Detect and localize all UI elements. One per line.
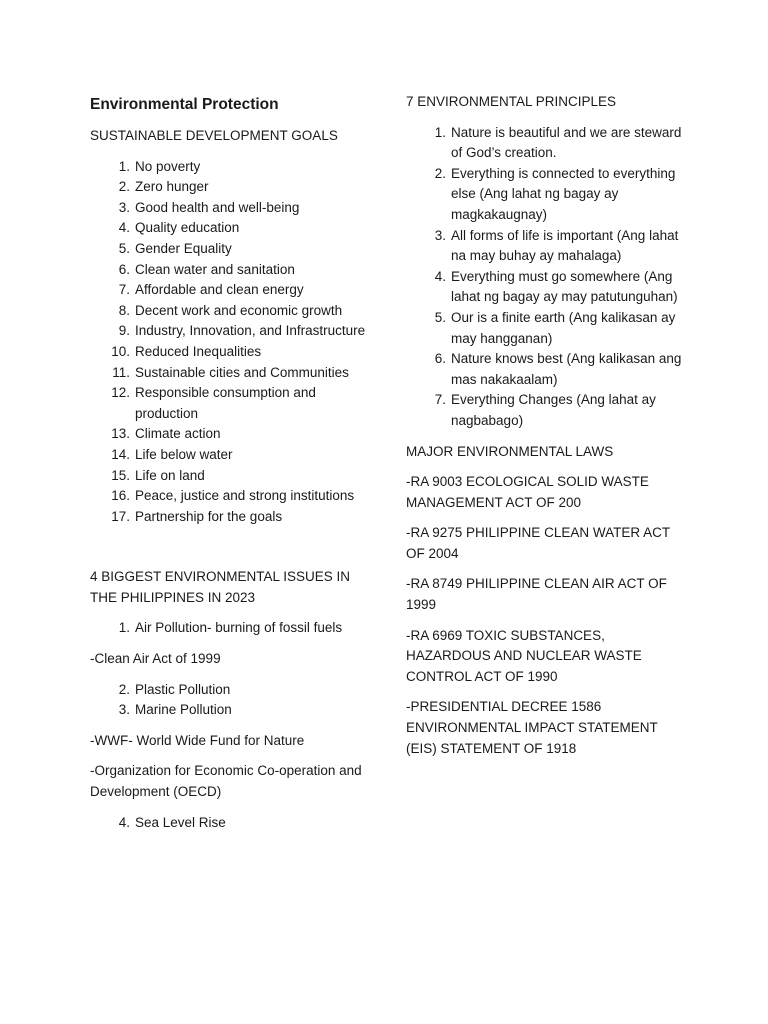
list-item: 7. Everything Changes (Ang lahat ay nagbabago) (434, 392, 656, 428)
issues-list-1 (90, 618, 375, 639)
issue-note: -Organization for Economic Co-operation and Development (OECD) (90, 763, 362, 800)
list-item: 8. Decent work and economic growth (118, 302, 343, 318)
issue-note: -WWF- World Wide Fund for Nature (90, 732, 305, 748)
issues-list-2 (90, 680, 375, 721)
list-item: 5. Gender Equality (118, 240, 232, 256)
principles-list (406, 123, 691, 432)
sdg-heading: SUSTAINABLE DEVELOPMENT GOALS (90, 128, 338, 143)
issues-heading: 4 BIGGEST ENVIRONMENTAL ISSUES IN THE PHILIPPINES IN 2023 (90, 569, 351, 605)
list-item: 3. Marine Pollution (118, 702, 232, 718)
list-item: 1. No poverty (118, 158, 201, 174)
list-item: 2. Everything is connected to everything else (Ang lahat ng bagay ay magkakaugnay) (434, 165, 676, 222)
list-item: 4. Quality education (118, 220, 240, 236)
list-item: 6. Nature knows best (Ang kalikasan ang mas nakakaalam) (434, 351, 682, 387)
list-item: 9. Industry, Innovation, and Infrastructure (118, 323, 366, 339)
law-item: -RA 9003 ECOLOGICAL SOLID WASTE MANAGEMENT ACT OF 200 (406, 474, 649, 510)
list-item: 11. Sustainable cities and Communities (112, 364, 349, 380)
law-item: -RA 6969 TOXIC SUBSTANCES, HAZARDOUS AND NUCLEAR WASTE CONTROL ACT OF 1990 (406, 627, 642, 684)
list-item: 3. All forms of life is important (Ang lahat na may buhay ay mahalaga) (434, 227, 679, 264)
list-item: 2. Plastic Pollution (118, 681, 231, 697)
list-item: 15. Life on land (111, 467, 205, 483)
list-item: 1. Air Pollution- burning of fossil fuels (118, 620, 343, 636)
list-item: 17. Partnership for the goals (111, 508, 283, 524)
list-item: 16. Peace, justice and strong institutions (111, 488, 355, 504)
list-item: 7. Affordable and clean energy (118, 282, 304, 298)
list-item: 1. Nature is beautiful and we are steward of God’s creation. (434, 124, 682, 161)
list-item: 3. Good health and well-being (118, 199, 300, 215)
law-item: -PRESIDENTIAL DECREE 1586 ENVIRONMENTAL IMPACT STATEMENT (EIS) STATEMENT OF 1918 (406, 699, 658, 756)
list-item: 2. Zero hunger (118, 179, 209, 195)
list-item: 4. Everything must go somewhere (Ang lahat ng bagay ay may patutunguhan) (434, 268, 678, 305)
list-item: 5. Our is a finite earth (Ang kalikasan ay may hangganan) (434, 309, 676, 346)
list-item: 10. Reduced Inequalities (111, 343, 262, 359)
list-item: 14. Life below water (111, 446, 233, 462)
issue-note: -Clean Air Act of 1999 (90, 651, 221, 667)
document-title: Environmental Protection (90, 96, 279, 113)
law-item: -RA 8749 PHILIPPINE CLEAN AIR ACT OF 1999 (406, 576, 667, 613)
list-item: 13. Climate action (111, 426, 221, 442)
law-item: -RA 9275 PHILIPPINE CLEAN WATER ACT OF 2004 (406, 525, 670, 561)
issues-list-3 (90, 813, 375, 834)
list-item: 4. Sea Level Rise (118, 814, 226, 830)
principles-heading: 7 ENVIRONMENTAL PRINCIPLES (406, 94, 617, 109)
sdg-list (90, 157, 375, 528)
right-column (406, 92, 691, 769)
left-column (90, 94, 375, 843)
list-item: 6. Clean water and sanitation (118, 261, 295, 277)
list-item: 12. Responsible consumption and production (111, 385, 316, 421)
laws-heading: MAJOR ENVIRONMENTAL LAWS (406, 443, 614, 459)
